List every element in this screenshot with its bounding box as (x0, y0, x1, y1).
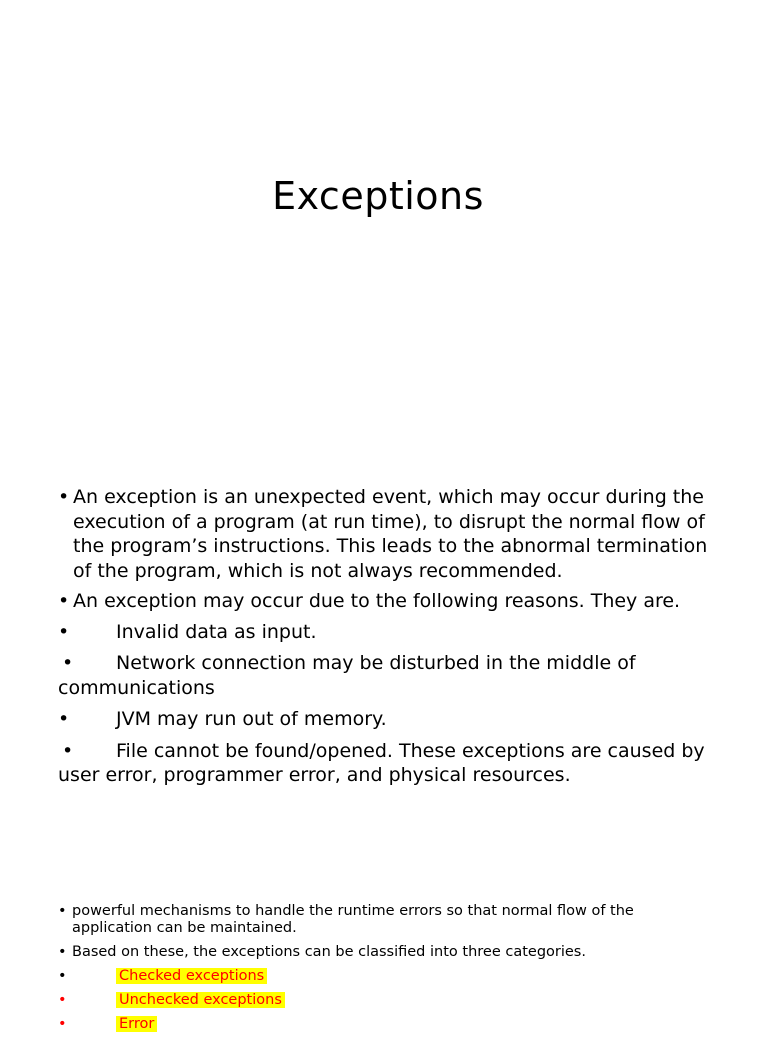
category-label: Checked exceptions (116, 968, 267, 984)
reason-text: Invalid data as input. (116, 620, 317, 643)
bullet-icon: • (62, 739, 74, 762)
reason-text: Network connection may be disturbed in the middle of communications (58, 652, 636, 699)
body-bullet-list (58, 485, 718, 795)
bullet-icon: • (58, 708, 70, 730)
category-label: Error (116, 1016, 157, 1032)
reason-item (58, 651, 718, 700)
bullet-icon: • (58, 590, 70, 612)
bullet-point (58, 903, 708, 937)
slide-title: Exceptions (272, 174, 484, 218)
bullet-icon: • (58, 1016, 67, 1032)
bullet-point (58, 589, 718, 614)
reason-item (58, 620, 718, 645)
lower-bullet-list (58, 903, 708, 1040)
bullet-text: Based on these, the exceptions can be classified into three categories. (72, 944, 586, 960)
bullet-icon: • (58, 968, 67, 984)
reason-text: File cannot be found/opened. These exceptions are caused by user error, programmer error, and physical resources. (58, 739, 705, 786)
bullet-icon: • (62, 652, 74, 674)
bullet-text: An exception is an unexpected event, which may occur during the execution of a program (at run time), to disrupt the normal flow of the program’s instructions. This leads to the abnormal termination of the program, which is not always recommended. (73, 486, 708, 582)
reason-item (58, 707, 718, 732)
bullet-point (58, 485, 718, 583)
bullet-point (58, 944, 708, 961)
bullet-icon: • (58, 620, 70, 643)
reason-text: JVM may run out of memory. (116, 708, 387, 730)
category-item (58, 968, 708, 985)
bullet-icon: • (58, 944, 67, 960)
bullet-icon: • (58, 992, 67, 1008)
bullet-text: An exception may occur due to the following reasons. They are. (73, 590, 681, 612)
bullet-icon: • (58, 903, 67, 919)
category-item (58, 992, 708, 1009)
reason-item (58, 739, 718, 788)
category-item (58, 1016, 708, 1033)
bullet-text: powerful mechanisms to handle the runtime errors so that normal flow of the application can be maintained. (72, 903, 634, 936)
bullet-icon: • (58, 486, 70, 508)
category-label: Unchecked exceptions (116, 992, 285, 1008)
